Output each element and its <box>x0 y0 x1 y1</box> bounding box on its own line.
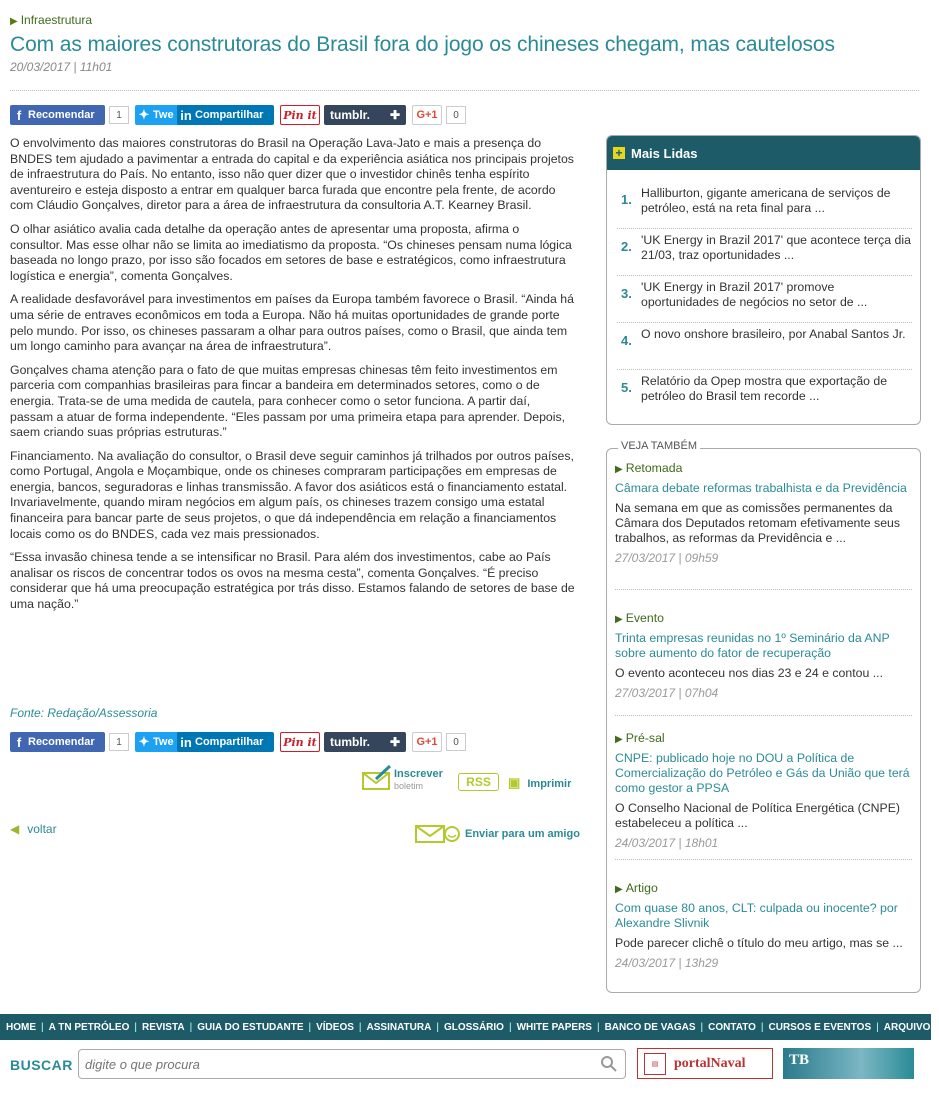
triangle-icon: ▶ <box>615 464 623 475</box>
nav-assinatura[interactable]: ASSINATURA <box>366 1021 432 1033</box>
see-also-title[interactable]: Com quase 80 anos, CLT: culpada ou inocente? por Alexandre Slivnik <box>615 901 898 930</box>
see-also-title[interactable]: Câmara debate reformas trabalhista e da Previdência <box>615 481 907 495</box>
portal-naval-banner[interactable]: ▤ portalNaval <box>637 1048 773 1079</box>
nav-a-tn-petroleo[interactable]: A TN PETRÓLEO <box>48 1021 130 1033</box>
linkedin-share-button[interactable]: in Compartilhar <box>177 732 274 752</box>
see-also-item[interactable]: ▶ Retomada Câmara debate reformas trabalhista e da Previdência Na semana em que as comissões permanentes da Câmara dos Deputados retomam efetivamente seus trabalhos, as reformas da Previdência e ... 27/03/2017 | 09h59 <box>615 461 912 566</box>
facebook-icon: f <box>16 734 22 750</box>
see-also-title[interactable]: Trinta empresas reunidas no 1º Seminário da ANP sobre aumento do fator de recuperação <box>615 631 890 660</box>
linkedin-share-button[interactable]: in Compartilhar <box>177 105 274 125</box>
most-read-item[interactable]: 3. 'UK Energy in Brazil 2017' promove oportunidades de negócios no setor de ... <box>617 276 912 323</box>
nav-home[interactable]: HOME <box>6 1021 36 1033</box>
see-also-item[interactable]: ▶ Evento Trinta empresas reunidas no 1º Seminário da ANP sobre aumento do fator de recuperação O evento aconteceu nos dias 23 e 24 e contou ... 27/03/2017 | 07h04 <box>615 611 912 701</box>
divider <box>615 859 912 860</box>
breadcrumb[interactable] <box>10 13 92 27</box>
facebook-recommend-button[interactable]: f Recomendar <box>10 732 105 752</box>
triangle-icon: ▶ <box>615 884 623 895</box>
footer-nav: HOME | A TN PETRÓLEO | REVISTA | GUIA DO ESTUDANTE | VÍDEOS | ASSINATURA | GLOSSÁRIO | WHITE PAPERS | BANCO DE VAGAS | CONTATO | CURSOS E EVENTOS | ARQUIVOS <box>0 1014 931 1040</box>
see-also-panel <box>606 448 921 993</box>
triangle-icon: ▶ <box>615 734 623 745</box>
rss-button[interactable]: RSS <box>458 773 499 791</box>
triangle-icon: ▶ <box>615 614 623 625</box>
see-also-title[interactable]: CNPE: publicado hoje no DOU a Política de Comercialização do Petróleo e Gás da União que terá como gestor a PPSA <box>615 751 910 795</box>
twitter-icon: ✦ <box>138 734 150 749</box>
gplus-count: 0 <box>446 733 466 751</box>
nav-cursos-e-eventos[interactable]: CURSOS E EVENTOS <box>768 1021 872 1033</box>
nav-glossario[interactable]: GLOSSÁRIO <box>443 1021 504 1033</box>
triangle-icon: ▶ <box>10 16 18 27</box>
nav-arquivos[interactable]: ARQUIVOS <box>883 1021 938 1033</box>
search-icon[interactable] <box>600 1055 618 1073</box>
tb-petroleo-banner[interactable]: TB <box>783 1048 914 1079</box>
see-also-item[interactable]: ▶ Pré-sal CNPE: publicado hoje no DOU a Política de Comercialização do Petróleo e Gás da União que terá como gestor a PPSA O Conselho Nacional de Política Energética (CNPE) estabeleceu a política ... 24/03/2017 | 18h01 <box>615 731 912 851</box>
most-read-item[interactable]: 4. O novo onshore brasileiro, por Anabal Santos Jr. <box>617 323 912 370</box>
article-source: Fonte: Redação/Assessoria <box>10 706 158 720</box>
send-to-friend-button[interactable]: Enviar para um amigo <box>415 823 575 845</box>
article-paragraph: “Essa invasão chinesa tende a se intensificar no Brasil. Para além dos investimentos, cabe ao País analisar os riscos de concentrar todos os ovos na mesma cesta”, comenta Gonçalves. “É preciso considerar que há uma preocupação estratégica por trás disso. Estamos falando de setores de base de uma nação.” <box>10 550 575 612</box>
search-label: BUSCAR <box>10 1057 73 1073</box>
twitter-button[interactable]: ✦ Twe <box>135 105 181 125</box>
gplus-count: 0 <box>446 106 466 124</box>
tumblr-button[interactable]: tumblr. ✚ <box>324 732 406 752</box>
most-read-item[interactable]: 5. Relatório da Opep mostra que exportação de petróleo do Brasil tem recorde ... <box>621 374 888 403</box>
divider <box>10 90 919 91</box>
nav-contato[interactable]: CONTATO <box>708 1021 756 1033</box>
article-paragraph: Financiamento. Na avaliação do consultor, o Brasil deve seguir caminhos já trilhados por outros países, como Portugal, Angola e Moçambique, onde os chineses compraram participações em empresas de energia, bancos, seguradoras e linhas transmissão. A favor dos asiáticos está o financiamento estatal. Invariavelmente, quando miram negócios em algum país, os chineses trazem consigo uma estatal financeira para bancar parte de seus projetos, o que dá independência em relação a financiamentos locais como os do BNDES, cada vez mais pressionados. <box>10 448 574 541</box>
plus-icon: ✚ <box>389 108 400 122</box>
nav-guia-do-estudante[interactable]: GUIA DO ESTUDANTE <box>197 1021 304 1033</box>
linkedin-icon: in <box>180 734 192 750</box>
article-paragraph: O envolvimento das maiores construtoras do Brasil na Operação Lava-Jato e mais a presença do BNDES tem ajudado a pavimentar a entrada do capital e da experiência asiática nos principais projetos de infraestrutura do País. No entanto, isso não quer dizer que o investidor chinês tenha espírito aventureiro e esteja disposto a entrar em qualquer barca furada que encontre pela frente, de acordo com Cláudio Gonçalves, diretor para a área de infraestrutura da consultoria A.T. Kearney Brasil. <box>10 136 574 213</box>
pinterest-button[interactable]: Pin it <box>280 732 320 752</box>
article-paragraph: A realidade desfavorável para investimentos em países da Europa também favorece o Brasil. “Ainda há uma série de entraves econômicos em toda a Europa. Não há muitas oportunidades de grande porte pelo mundo. Por isso, os chineses passaram a olhar para outros países, como o Brasil, que ainda tem um longo caminho para avançar na área de infraestrutura”. <box>10 292 574 354</box>
most-read-item[interactable]: 1. Halliburton, gigante americana de serviços de petróleo, está na reta final para ... <box>617 182 912 229</box>
back-link[interactable]: ◀ voltar <box>10 822 57 836</box>
see-also-item[interactable]: ▶ Artigo Com quase 80 anos, CLT: culpada ou inocente? por Alexandre Slivnik Pode parecer clichê o título do meu artigo, mas se ... 24/03/2017 | 13h29 <box>615 881 912 971</box>
plus-icon: + <box>613 147 625 159</box>
most-read-panel <box>606 135 921 425</box>
gplus-button[interactable]: G+1 <box>412 105 442 125</box>
most-read-item[interactable]: 2. 'UK Energy in Brazil 2017' que acontece terça dia 21/03, traz oportunidades ... <box>617 229 912 276</box>
plus-icon: ✚ <box>389 735 400 749</box>
share-bar-top <box>10 105 466 125</box>
divider <box>615 589 912 590</box>
facebook-count: 1 <box>109 106 129 124</box>
portal-naval-logo-icon: ▤ <box>644 1053 666 1075</box>
gplus-button[interactable]: G+1 <box>412 732 442 752</box>
nav-white-papers[interactable]: WHITE PAPERS <box>516 1021 592 1033</box>
subscribe-newsletter-button[interactable]: Inscrever boletim <box>362 763 458 793</box>
most-read-header: + Mais Lidas <box>607 136 920 170</box>
facebook-icon: f <box>16 107 22 123</box>
printer-icon: ▣ <box>508 775 521 790</box>
envelope-smiley-icon <box>415 823 461 845</box>
see-also-heading: VEJA TAMBÉM <box>618 440 700 452</box>
article-body <box>10 136 575 621</box>
back-arrow-icon: ◀ <box>10 822 20 836</box>
pinterest-button[interactable]: Pin it <box>280 105 320 125</box>
article-paragraph: Gonçalves chama atenção para o fato de que muitas empresas chinesas têm feito investimentos em parceria com companhias brasileiras para fincar a bandeira em determinados setores, como o de energia. Trata-se de uma medida de cautela, para conhecer como o setor funciona. A partir daí, passam a atuar de forma independente. “Eles passam por uma primeira etapa para aprender. Depois, saem criando suas próprias estruturas.” <box>10 362 566 440</box>
envelope-pen-icon <box>362 765 392 791</box>
twitter-icon: ✦ <box>138 107 150 122</box>
divider <box>615 715 912 716</box>
breadcrumb-label: Infraestrutura <box>20 13 93 27</box>
nav-videos[interactable]: VÍDEOS <box>316 1021 354 1033</box>
share-bar-bottom <box>10 732 466 752</box>
facebook-recommend-button[interactable]: f Recomendar <box>10 105 105 125</box>
tumblr-button[interactable]: tumblr. ✚ <box>324 105 406 125</box>
article-paragraph: O olhar asiático avalia cada detalhe da operação antes de apresentar uma proposta, afirma o consultor. Mas esse olhar não se limita ao imediatismo da proposta. “Os chineses pensam numa lógica baseada no longo prazo, por isso são focados em setores de base e estratégicos, como infraestrutura logística e energia”, comenta Gonçalves. <box>10 221 572 283</box>
twitter-button[interactable]: ✦ Twe <box>135 732 181 752</box>
search-input[interactable] <box>78 1049 626 1079</box>
print-button[interactable]: ▣ Imprimir <box>508 775 572 790</box>
nav-revista[interactable]: REVISTA <box>141 1021 185 1033</box>
article-date: 20/03/2017 | 11h01 <box>10 60 113 74</box>
facebook-count: 1 <box>109 733 129 751</box>
page-title: Com as maiores construtoras do Brasil fora do jogo os chineses chegam, mas cautelosos <box>10 33 835 56</box>
nav-banco-de-vagas[interactable]: BANCO DE VAGAS <box>604 1021 696 1033</box>
linkedin-icon: in <box>180 107 192 123</box>
